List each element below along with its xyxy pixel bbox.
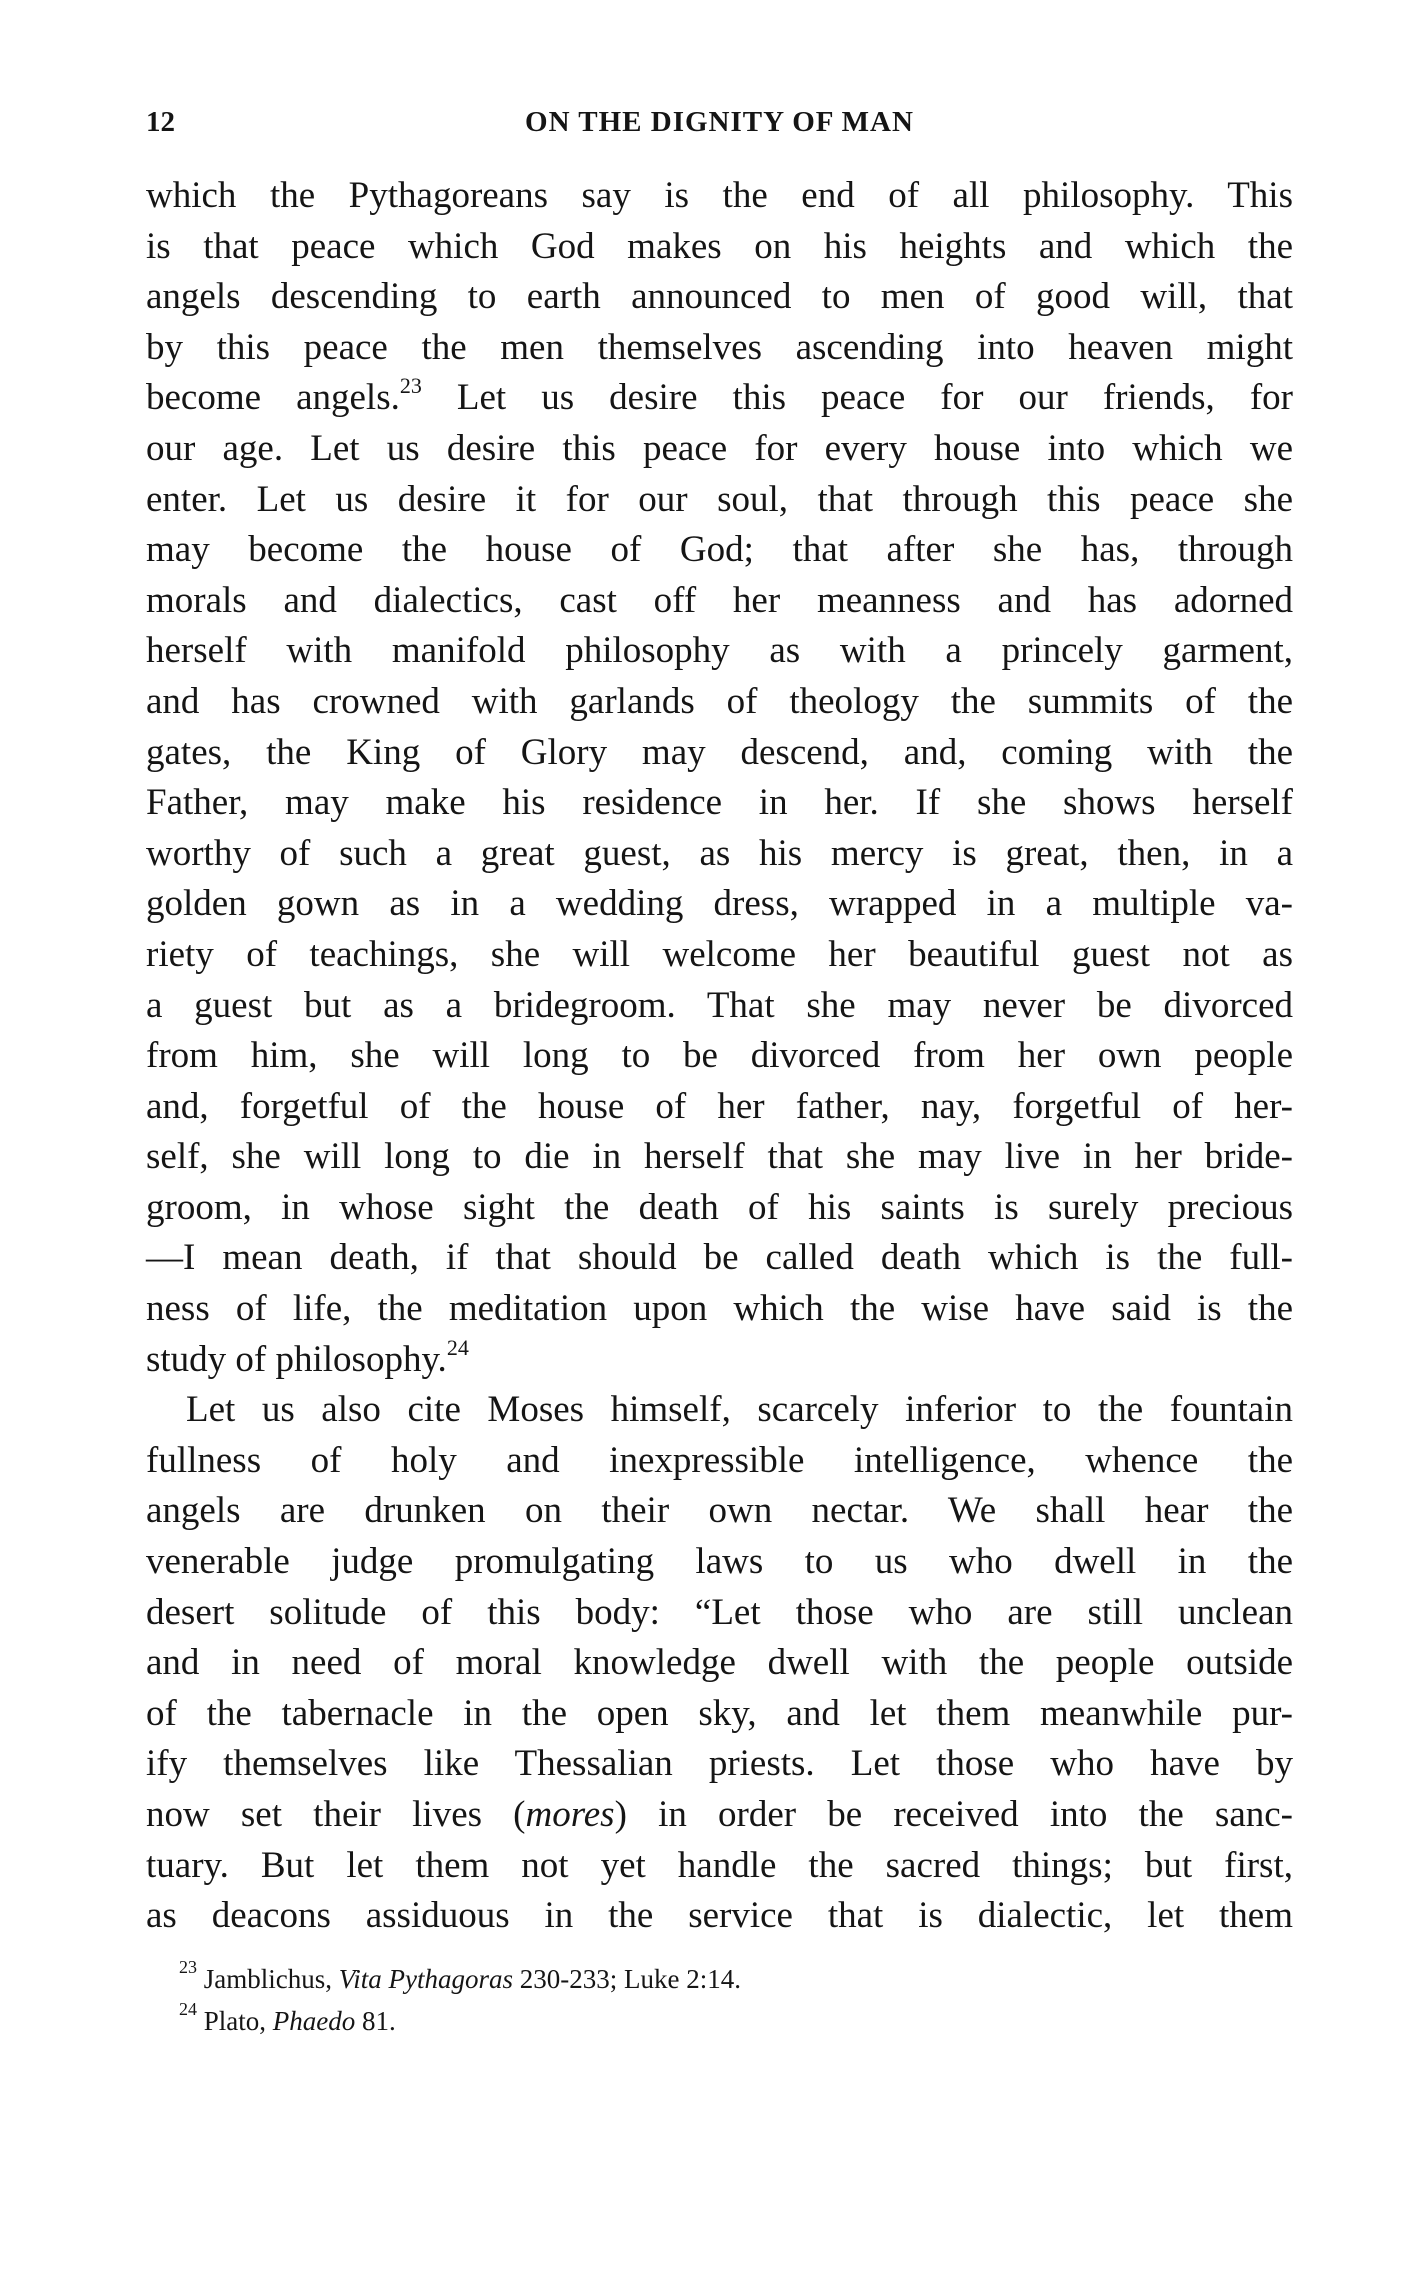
footnote-reference: 23 xyxy=(179,1957,197,1977)
text-line xyxy=(146,1082,1293,1133)
text-line xyxy=(146,829,1293,880)
italic-text: Vita Pythagoras xyxy=(338,1964,513,1994)
text-segment: Father, may make his residence in her. If she shows herself xyxy=(146,782,1293,824)
text-line xyxy=(146,1841,1293,1892)
text-segment: our age. Let us desire this peace for every house into which we xyxy=(146,427,1293,469)
text-line xyxy=(146,171,1293,222)
text-segment: study of philosophy. xyxy=(146,1338,447,1380)
footnote xyxy=(179,1958,741,2000)
italic-text: mores xyxy=(525,1794,615,1835)
text-segment: herself with manifold philosophy as with a princely garment, xyxy=(146,630,1293,672)
text-line xyxy=(146,1335,1293,1386)
text-segment: is that peace which God makes on his heights and which the xyxy=(146,225,1293,267)
text-line xyxy=(146,373,1293,424)
text-segment: morals and dialectics, cast off her meanness and has adorned xyxy=(146,579,1293,621)
text-segment: ) in order be received into the sanc- xyxy=(614,1794,1293,1835)
text-segment: venerable judge promulgating laws to us who dwell in the xyxy=(146,1541,1293,1583)
text-segment: gates, the King of Glory may descend, and, coming with the xyxy=(146,731,1293,773)
text-line xyxy=(146,475,1293,526)
text-segment: ify themselves like Thessalian priests. Let those who have by xyxy=(146,1743,1293,1785)
text-line xyxy=(146,728,1293,779)
text-segment: and in need of moral knowledge dwell with the people outside xyxy=(146,1642,1293,1684)
text-line xyxy=(146,323,1293,374)
text-line xyxy=(146,1132,1293,1183)
text-line xyxy=(146,778,1293,829)
text-line xyxy=(146,677,1293,728)
text-line xyxy=(146,1537,1293,1588)
text-segment: desert solitude of this body: “Let those who are still unclean xyxy=(146,1591,1293,1633)
text-segment: self, she will long to die in herself that she may live in her bride- xyxy=(146,1136,1293,1178)
text-line xyxy=(146,1031,1293,1082)
text-line xyxy=(146,626,1293,677)
body-text xyxy=(146,171,1293,1942)
text-line xyxy=(146,1891,1293,1942)
text-line xyxy=(146,1233,1293,1284)
text-segment: Jamblichus, xyxy=(197,1964,339,1994)
text-segment: may become the house of God; that after she has, through xyxy=(146,529,1293,571)
text-segment: golden gown as in a wedding dress, wrapped in a multiple va- xyxy=(146,883,1293,925)
text-segment: Let us desire this peace for our friends, for xyxy=(421,377,1293,419)
text-segment: fullness of holy and inexpressible intelligence, whence the xyxy=(146,1439,1293,1481)
text-segment: angels are drunken on their own nectar. We shall hear the xyxy=(146,1490,1293,1532)
text-segment: angels descending to earth announced to men of good will, that xyxy=(146,276,1293,318)
text-segment: 81. xyxy=(355,2006,396,2036)
text-segment: worthy of such a great guest, as his mercy is great, then, in a xyxy=(146,832,1293,874)
text-segment: from him, she will long to be divorced from her own people xyxy=(146,1035,1293,1077)
text-segment: ness of life, the meditation upon which the wise have said is the xyxy=(146,1288,1293,1330)
text-segment: as deacons assiduous in the service that is dialectic, let them xyxy=(146,1895,1293,1937)
text-line xyxy=(146,1284,1293,1335)
text-line xyxy=(146,1739,1293,1790)
text-segment: of the tabernacle in the open sky, and let them meanwhile pur- xyxy=(146,1692,1293,1734)
text-line xyxy=(146,879,1293,930)
text-line xyxy=(146,525,1293,576)
footnote xyxy=(179,2000,741,2042)
text-segment: Let us also cite Moses himself, scarcely inferior to the fountain xyxy=(186,1389,1293,1431)
running-title: ON THE DIGNITY OF MAN xyxy=(525,106,914,138)
text-line xyxy=(146,981,1293,1032)
text-line xyxy=(146,1689,1293,1740)
page-number: 12 xyxy=(146,106,175,138)
footnotes xyxy=(179,1958,741,2042)
text-line xyxy=(146,1183,1293,1234)
italic-text: Phaedo xyxy=(272,2006,356,2036)
text-line xyxy=(146,1588,1293,1639)
text-segment: —I mean death, if that should be called death which is the full- xyxy=(146,1237,1293,1279)
footnote-reference: 23 xyxy=(399,373,422,399)
text-segment: by this peace the men themselves ascending into heaven might xyxy=(146,326,1293,368)
text-line xyxy=(146,222,1293,273)
text-line xyxy=(146,1385,1293,1436)
text-segment: a guest but as a bridegroom. That she may never be divorced xyxy=(146,984,1293,1026)
text-line xyxy=(146,1486,1293,1537)
text-segment: and, forgetful of the house of her father, nay, forgetful of her- xyxy=(146,1085,1293,1127)
text-line xyxy=(146,576,1293,627)
text-segment: tuary. But let them not yet handle the sacred things; but first, xyxy=(146,1844,1293,1886)
text-segment: groom, in whose sight the death of his saints is surely precious xyxy=(146,1186,1293,1228)
text-line xyxy=(146,1638,1293,1689)
text-segment: become angels. xyxy=(146,377,400,419)
text-segment: which the Pythagoreans say is the end of all philosophy. This xyxy=(146,175,1293,216)
text-segment: now set their lives ( xyxy=(146,1794,526,1835)
text-line xyxy=(146,424,1293,475)
footnote-reference: 24 xyxy=(446,1334,469,1360)
text-line xyxy=(146,930,1293,981)
text-segment: Plato, xyxy=(197,2006,273,2036)
text-line xyxy=(146,272,1293,323)
text-segment: enter. Let us desire it for our soul, that through this peace she xyxy=(146,478,1293,520)
footnote-reference: 24 xyxy=(179,1999,197,2019)
text-line xyxy=(146,1790,1293,1841)
text-segment: 230-233; Luke 2:14. xyxy=(512,1964,741,1994)
text-segment: riety of teachings, she will welcome her beautiful guest not as xyxy=(146,933,1293,975)
text-segment: and has crowned with garlands of theology the summits of the xyxy=(146,680,1293,722)
text-line xyxy=(146,1436,1293,1487)
running-header xyxy=(146,106,1293,146)
